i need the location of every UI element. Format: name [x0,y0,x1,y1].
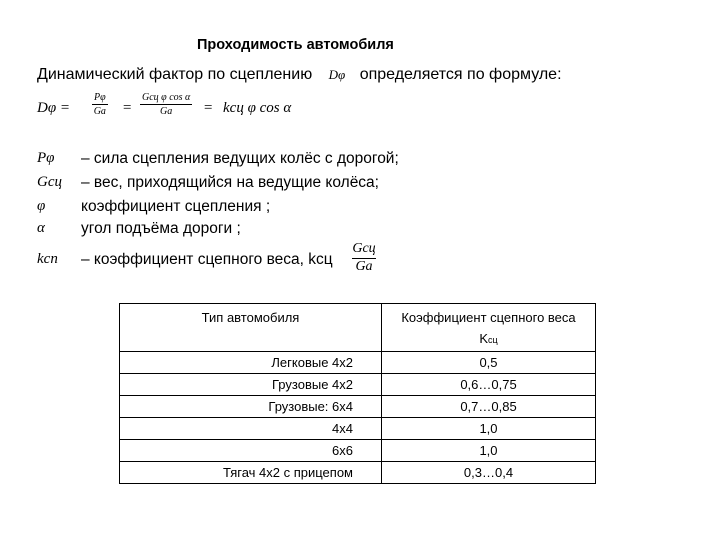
coefficient-table [119,303,596,484]
coefficient-cell: 0,5 [382,352,596,374]
table-row [120,374,596,396]
header-k-letter: K [479,331,488,346]
k-fraction [352,241,376,275]
definition-text: – вес, приходящийся на ведущие колёса; [81,174,379,191]
definition-symbol: α [37,220,45,236]
k-fraction-numerator: Gсц [352,241,376,259]
table-row [120,418,596,440]
formula-equals-1: = [122,100,133,116]
formula-equals-2: = [203,100,214,116]
definition-text: – сила сцепления ведущих колёс с дорогой; [81,150,399,167]
fraction-2-numerator: Gсц φ cos α [142,92,191,103]
formula-fraction-1 [92,92,108,117]
vehicle-type-cell: Грузовые 4х2 [120,374,382,396]
header-vehicle-type: Тип автомобиля [120,304,382,352]
header-coefficient-symbol [387,328,590,351]
vehicle-type-cell: Грузовые: 6х4 [120,396,382,418]
header-coefficient-label: Коэффициент сцепного веса [401,310,576,325]
table-row [120,352,596,374]
definition-text: угол подъёма дороги ; [81,220,241,237]
table-row [120,462,596,484]
definition-text: коэффициент сцепления ; [81,198,271,215]
vehicle-type-cell: Тягач 4х2 с прицепом [120,462,382,484]
definition-symbol: Gсц [37,174,62,190]
coefficient-cell: 0,3…0,4 [382,462,596,484]
fraction-1-numerator: Pφ [94,92,106,103]
formula [37,92,367,126]
vehicle-type-cell: 4х4 [120,418,382,440]
table-row [120,396,596,418]
definition-symbol: φ [37,198,46,214]
fraction-1-denominator: Ga [93,106,106,117]
vehicle-type-cell: Легковые 4х2 [120,352,382,374]
formula-rhs: kсц φ cos α [223,100,292,116]
intro-line [37,66,562,84]
coefficient-cell: 0,7…0,85 [382,396,596,418]
definition-text: – коэффициент сцепного веса, kсц [81,251,333,268]
coefficient-cell: 0,6…0,75 [382,374,596,396]
intro-text-after: определяется по формуле: [359,66,562,83]
table-header-row [120,304,596,352]
table-row [120,440,596,462]
definition-symbol: Pφ [37,150,55,166]
k-fraction-denominator: Ga [355,259,373,274]
coefficient-cell: 1,0 [382,440,596,462]
fraction-2-denominator: Ga [160,106,173,117]
header-coefficient [382,304,596,352]
header-k-subscript: сц [488,335,498,345]
definition-symbol: kсп [37,251,58,267]
page-title: Проходимость автомобиля [197,37,394,53]
coefficient-cell: 1,0 [382,418,596,440]
vehicle-type-cell: 6х6 [120,440,382,462]
intro-symbol: Dφ [328,67,346,82]
formula-lhs: Dφ = [37,100,71,116]
intro-text-before: Динамический фактор по сцеплению [37,66,313,83]
formula-fraction-2 [140,92,192,117]
